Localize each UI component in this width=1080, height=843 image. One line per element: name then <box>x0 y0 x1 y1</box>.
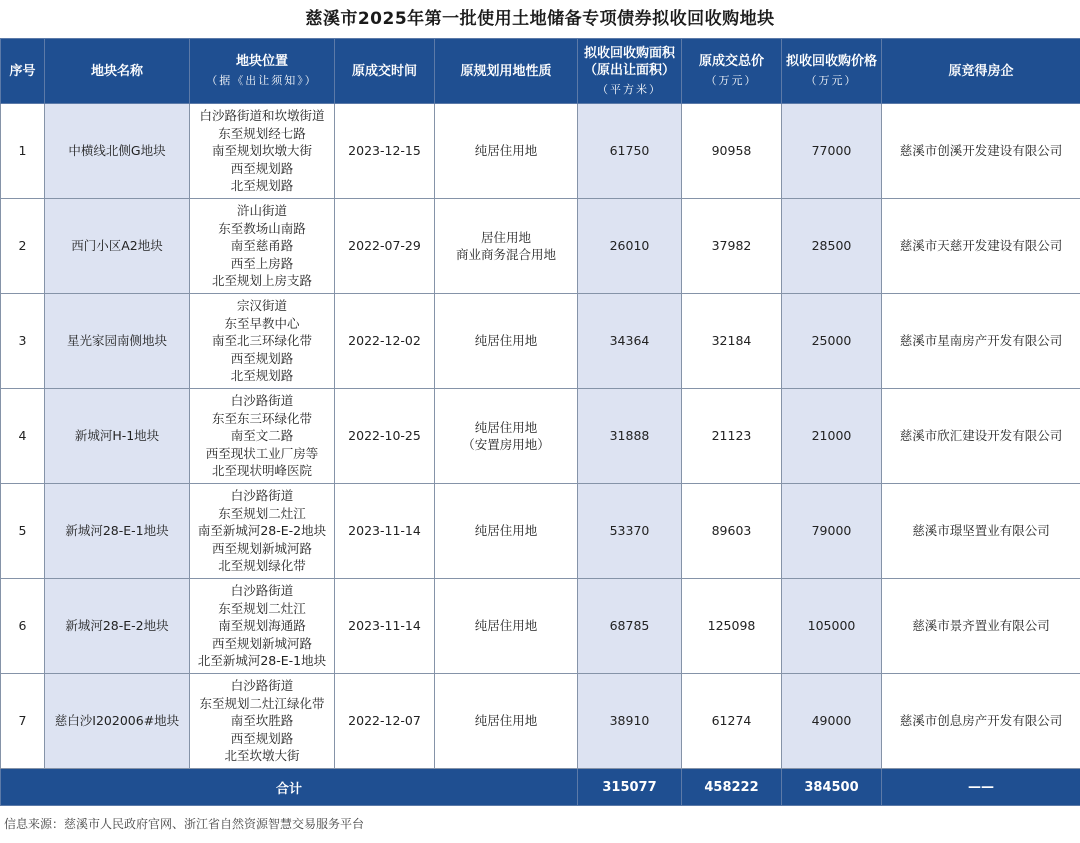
cell-company: 慈溪市欣汇建设开发有限公司 <box>882 389 1080 484</box>
cell-location-line: 浒山街道 <box>190 202 334 220</box>
cell-location-line: 宗汉街道 <box>190 297 334 315</box>
cell-location-line: 西至规划新城河路 <box>190 635 334 653</box>
source-footnote: 信息来源：慈溪市人民政府官网、浙江省自然资源智慧交易服务平台 <box>0 806 1080 843</box>
cell-location-line: 北至规划路 <box>190 177 334 195</box>
cell-location-line: 南至慈甬路 <box>190 237 334 255</box>
cell-name: 新城河H-1地块 <box>45 389 190 484</box>
cell-deal-date: 2023-12-15 <box>335 104 435 199</box>
cell-location-line: 东至教场山南路 <box>190 220 334 238</box>
cell-location-line: 西至现状工业厂房等 <box>190 445 334 463</box>
cell-location-line: 西至规划新城河路 <box>190 540 334 558</box>
table-row <box>1 199 1080 294</box>
table-row <box>1 579 1080 674</box>
cell-buyback-price: 21000 <box>782 389 882 484</box>
cell-location-line: 白沙路街道 <box>190 582 334 600</box>
header-row <box>1 39 1080 104</box>
cell-land-use-line: 纯居住用地 <box>435 332 577 350</box>
cell-index: 7 <box>1 674 45 769</box>
cell-index: 1 <box>1 104 45 199</box>
cell-location-line: 北至规划绿化带 <box>190 557 334 575</box>
cell-buyback-price: 28500 <box>782 199 882 294</box>
cell-location-line: 南至北三环绿化带 <box>190 332 334 350</box>
cell-location-line: 西至规划路 <box>190 350 334 368</box>
cell-index: 4 <box>1 389 45 484</box>
cell-location-line: 白沙路街道 <box>190 677 334 695</box>
header-area-label: 拟收回收购面积（原出让面积） <box>584 46 675 78</box>
cell-buyback-price: 105000 <box>782 579 882 674</box>
cell-land-use-line: 纯居住用地 <box>435 712 577 730</box>
cell-buyback-price: 79000 <box>782 484 882 579</box>
table-row <box>1 294 1080 389</box>
header-location-sub: （据《出让须知》） <box>190 72 334 89</box>
cell-location <box>190 104 335 199</box>
header-buyback-price <box>782 39 882 104</box>
cell-land-use-line: 居住用地 <box>435 229 577 247</box>
cell-location-line: 东至规划经七路 <box>190 125 334 143</box>
table-row <box>1 674 1080 769</box>
header-land-use: 原规划用地性质 <box>435 39 578 104</box>
cell-land-use-line: 纯居住用地 <box>435 419 577 437</box>
cell-deal-date: 2023-11-14 <box>335 484 435 579</box>
cell-location-line: 白沙路街道和坎墩街道 <box>190 107 334 125</box>
cell-buyback-price: 49000 <box>782 674 882 769</box>
table-body <box>1 104 1080 769</box>
cell-location-line: 西至规划路 <box>190 730 334 748</box>
cell-buyback-price: 77000 <box>782 104 882 199</box>
cell-land-use <box>435 674 578 769</box>
cell-land-use-line: 商业商务混合用地 <box>435 246 577 264</box>
cell-buyback-price: 25000 <box>782 294 882 389</box>
cell-location <box>190 199 335 294</box>
cell-index: 3 <box>1 294 45 389</box>
cell-location-line: 东至东三环绿化带 <box>190 410 334 428</box>
cell-company: 慈溪市景齐置业有限公司 <box>882 579 1080 674</box>
cell-deal-date: 2023-11-14 <box>335 579 435 674</box>
cell-name: 中横线北侧G地块 <box>45 104 190 199</box>
cell-location-line: 北至坎墩大街 <box>190 747 334 765</box>
cell-location-line: 南至规划海通路 <box>190 617 334 635</box>
cell-name: 新城河28-E-2地块 <box>45 579 190 674</box>
total-area: 315077 <box>578 769 682 806</box>
cell-location-line: 南至文二路 <box>190 427 334 445</box>
cell-location <box>190 484 335 579</box>
header-deal-price-sub: （万元） <box>682 72 781 89</box>
cell-land-use-line: 纯居住用地 <box>435 142 577 160</box>
cell-area: 26010 <box>578 199 682 294</box>
cell-company: 慈溪市星南房产开发有限公司 <box>882 294 1080 389</box>
cell-location-line: 东至规划二灶江绿化带 <box>190 695 334 713</box>
cell-company: 慈溪市璟坚置业有限公司 <box>882 484 1080 579</box>
total-buyback-price: 384500 <box>782 769 882 806</box>
cell-land-use <box>435 389 578 484</box>
cell-location-line: 北至新城河28-E-1地块 <box>190 652 334 670</box>
cell-location-line: 西至规划路 <box>190 160 334 178</box>
cell-area: 38910 <box>578 674 682 769</box>
land-table <box>0 38 1080 806</box>
cell-deal-price: 90958 <box>682 104 782 199</box>
cell-deal-date: 2022-07-29 <box>335 199 435 294</box>
cell-index: 6 <box>1 579 45 674</box>
cell-location <box>190 674 335 769</box>
cell-land-use-line: （安置房用地） <box>435 436 577 454</box>
cell-location-line: 北至规划上房支路 <box>190 272 334 290</box>
cell-area: 34364 <box>578 294 682 389</box>
cell-company: 慈溪市天慈开发建设有限公司 <box>882 199 1080 294</box>
cell-location-line: 东至规划二灶江 <box>190 505 334 523</box>
header-area <box>578 39 682 104</box>
cell-location-line: 西至上房路 <box>190 255 334 273</box>
total-row <box>1 769 1080 806</box>
header-index: 序号 <box>1 39 45 104</box>
cell-deal-price: 32184 <box>682 294 782 389</box>
cell-area: 31888 <box>578 389 682 484</box>
header-location <box>190 39 335 104</box>
cell-deal-price: 125098 <box>682 579 782 674</box>
cell-land-use <box>435 294 578 389</box>
cell-location-line: 东至早教中心 <box>190 315 334 333</box>
header-deal-date: 原成交时间 <box>335 39 435 104</box>
total-deal-price: 458222 <box>682 769 782 806</box>
cell-location <box>190 579 335 674</box>
cell-deal-price: 61274 <box>682 674 782 769</box>
header-name: 地块名称 <box>45 39 190 104</box>
cell-index: 2 <box>1 199 45 294</box>
cell-location-line: 白沙路街道 <box>190 392 334 410</box>
cell-land-use <box>435 579 578 674</box>
header-deal-price-label: 原成交总价 <box>699 54 764 69</box>
cell-land-use <box>435 104 578 199</box>
total-label: 合计 <box>1 769 578 806</box>
cell-location <box>190 389 335 484</box>
total-company: —— <box>882 769 1080 806</box>
cell-deal-date: 2022-12-07 <box>335 674 435 769</box>
cell-deal-price: 37982 <box>682 199 782 294</box>
cell-area: 53370 <box>578 484 682 579</box>
cell-location-line: 南至新城河28-E-2地块 <box>190 522 334 540</box>
cell-location-line: 南至坎胜路 <box>190 712 334 730</box>
cell-location-line: 北至规划路 <box>190 367 334 385</box>
cell-deal-date: 2022-10-25 <box>335 389 435 484</box>
cell-location-line: 北至现状明峰医院 <box>190 462 334 480</box>
table-row <box>1 389 1080 484</box>
cell-name: 西门小区A2地块 <box>45 199 190 294</box>
cell-area: 61750 <box>578 104 682 199</box>
cell-company: 慈溪市创息房产开发有限公司 <box>882 674 1080 769</box>
header-buyback-price-sub: （万元） <box>782 72 881 89</box>
cell-deal-price: 89603 <box>682 484 782 579</box>
cell-name: 慈白沙I202006#地块 <box>45 674 190 769</box>
cell-company: 慈溪市创溪开发建设有限公司 <box>882 104 1080 199</box>
cell-area: 68785 <box>578 579 682 674</box>
cell-location <box>190 294 335 389</box>
cell-land-use <box>435 199 578 294</box>
header-company: 原竞得房企 <box>882 39 1080 104</box>
header-area-sub: （平方米） <box>578 81 681 98</box>
cell-name: 星光家园南侧地块 <box>45 294 190 389</box>
cell-land-use <box>435 484 578 579</box>
cell-land-use-line: 纯居住用地 <box>435 617 577 635</box>
cell-location-line: 东至规划二灶江 <box>190 600 334 618</box>
header-location-label: 地块位置 <box>236 54 288 69</box>
cell-deal-price: 21123 <box>682 389 782 484</box>
cell-name: 新城河28-E-1地块 <box>45 484 190 579</box>
header-buyback-price-label: 拟收回收购价格 <box>786 54 877 69</box>
table-title: 慈溪市2025年第一批使用土地储备专项债券拟收回收购地块 <box>0 0 1080 38</box>
cell-location-line: 南至规划坎墩大街 <box>190 142 334 160</box>
cell-deal-date: 2022-12-02 <box>335 294 435 389</box>
table-row <box>1 484 1080 579</box>
cell-index: 5 <box>1 484 45 579</box>
header-deal-price <box>682 39 782 104</box>
cell-land-use-line: 纯居住用地 <box>435 522 577 540</box>
cell-location-line: 白沙路街道 <box>190 487 334 505</box>
table-row <box>1 104 1080 199</box>
